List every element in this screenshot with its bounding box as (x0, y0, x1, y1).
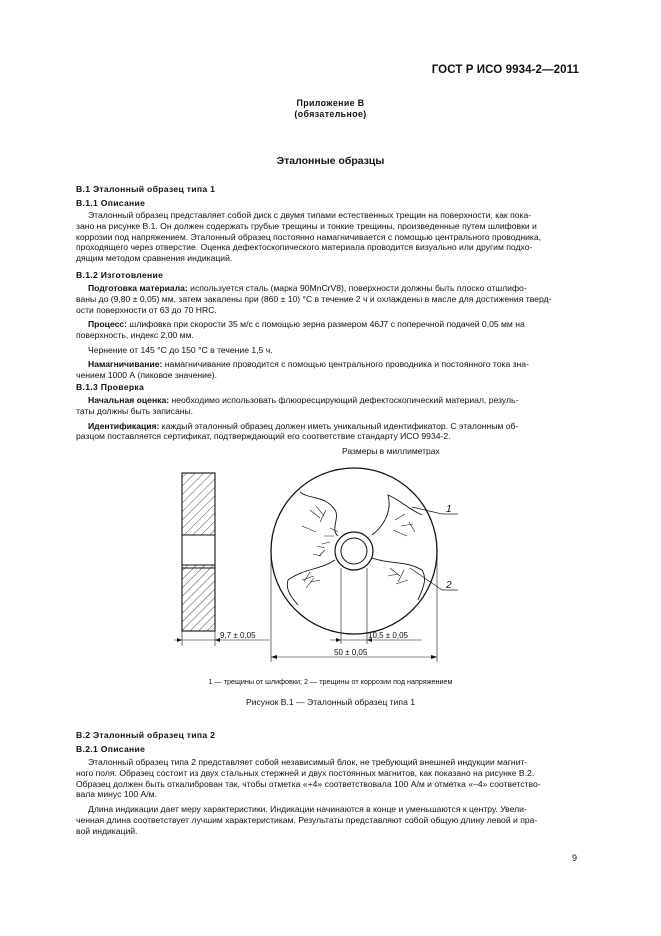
text-line: Эталонный образец типа 2 представляет собой независимый блок, не требующий внешней индукции магнит- (88, 757, 528, 767)
text-line: ости поверхности от 63 до 70 HRC. (76, 304, 217, 315)
init-text: необходимо использовать флюоресцирующий дефектоскопический материал, резуль- (169, 395, 519, 405)
document-header-id: ГОСТ Р ИСО 9934-2—2011 (431, 64, 579, 76)
b1-verification (76, 395, 584, 442)
section-b1-3-heading: В.1.3 Проверка (76, 382, 145, 392)
main-title: Эталонные образцы (276, 155, 385, 167)
b1-manufacture (76, 283, 584, 380)
process-text: шлифовка при скорости 35 м/с с помощью зерна размером 46J7 с поперечной подачей 0,05 мм на (127, 319, 525, 330)
callout-1: 1 (446, 504, 452, 515)
callout-2: 2 (446, 580, 452, 591)
text-line: ваны до (9,80 ± 0,05) мм, затем закалены при (860 ± 10) °С в течение 2 ч и охлаждены в масле для достижения тверд- (76, 293, 552, 304)
dim-diameter: 50 ± 0,05 (334, 648, 368, 657)
text-line: коррозии под напряжением. Эталонный образец постоянно намагничивается с помощью центрального проводника, (76, 231, 542, 242)
text-line: зано на рисунке В.1. Он должен содержать грубые трещины и тонкие трещины, произведенные путем шлифовки и (76, 220, 537, 231)
text-line (76, 359, 584, 370)
ident-label: Идентификация: (88, 420, 160, 431)
section-b2-1-heading: В.2.1 Описание (76, 744, 146, 754)
text-line: вой индикаций. (76, 825, 138, 836)
page-number: 9 (572, 853, 578, 863)
text-line: чением 1000 А (пиковое значение). (76, 369, 217, 380)
section-b1-1-heading: В.1.1 Описание (76, 198, 146, 208)
text-line (76, 421, 584, 432)
text-line: Эталонный образец представляет собой диск с двумя типами естественных трещин на поверхности, как пока- (88, 210, 532, 220)
prep-text: используется сталь (марка 90MnCrV8), поверхности должны быть плоско отшлифо- (187, 283, 527, 293)
prep-label: Подготовка материала: (88, 283, 188, 293)
section-b1-2-heading: В.1.2 Изготовление (76, 270, 164, 280)
text-line: поверхность, индекс 2,00 мм. (76, 330, 194, 341)
b1-description (76, 210, 584, 264)
process-label: Процесс: (88, 319, 128, 330)
ident-text: каждый эталонный образец должен иметь уникальный идентификатор. С эталонным об- (159, 420, 519, 431)
figure-legend: 1 — трещины от шлифовки; 2 — трещины от коррозии под напряжением (208, 677, 453, 686)
section-b1-heading: В.1 Эталонный образец типа 1 (76, 184, 216, 194)
text-line: Длина индикации дает меру характеристики. Индикации начинаются в конце и уменьшаются к центру. Увели- (88, 804, 527, 815)
units-note: Размеры в миллиметрах (342, 446, 440, 456)
text-line: проходящего через отверстие. Оценка дефектоскопического материала проводится визуально или другим подхо- (76, 242, 533, 253)
figure-caption: Рисунок В.1 — Эталонный образец типа 1 (245, 697, 416, 707)
magn-label: Намагничивание: (88, 358, 163, 369)
dim-thickness: 9,7 ± 0,05 (220, 631, 256, 640)
text-line: ного поля. Образец состоит из двух стальных стержней и двух постоянных магнитов, как показано на рисунке В.2. (76, 767, 535, 778)
b2-description (76, 757, 584, 837)
text-line: ченная длина соответствует лучшим характеристикам. Результаты представляют собой общую длину левой и пра- (76, 814, 538, 825)
appendix-status: (обязательное) (294, 109, 367, 119)
appendix-title (0, 98, 661, 120)
text-line (76, 319, 584, 330)
text-line: таты должны быть записаны. (76, 405, 194, 416)
section-b2-heading: В.2 Эталонный образец типа 2 (76, 730, 216, 740)
dim-hole: 10,5 ± 0,05 (368, 631, 408, 640)
text-line: Образец должен быть откалиброван так, чтобы отметка «+4» соответствовала 100 А/м и отметка «–4» соответство- (76, 778, 541, 789)
figure-b1-drawing (160, 440, 480, 670)
text-line: разцом поставляется сертификат, подтверждающий его соответствие стандарту ИСО 9934-2. (76, 431, 451, 442)
text-line: дящим методом сравнения индикаций. (76, 253, 233, 264)
text-line: вала минус 100 А/м. (76, 789, 157, 800)
text-line (76, 395, 584, 406)
text-line (76, 283, 584, 294)
appendix-name: Приложение В (296, 98, 365, 108)
magn-text: намагничивание проводится с помощью центрального проводника и постоянного тока зна- (162, 358, 529, 369)
disk-front-view (271, 468, 458, 662)
disk-side-section (174, 473, 270, 646)
text-line: Чернение от 145 °С до 150 °С в течение 1,5 ч. (88, 344, 273, 355)
init-label: Начальная оценка: (88, 395, 170, 405)
